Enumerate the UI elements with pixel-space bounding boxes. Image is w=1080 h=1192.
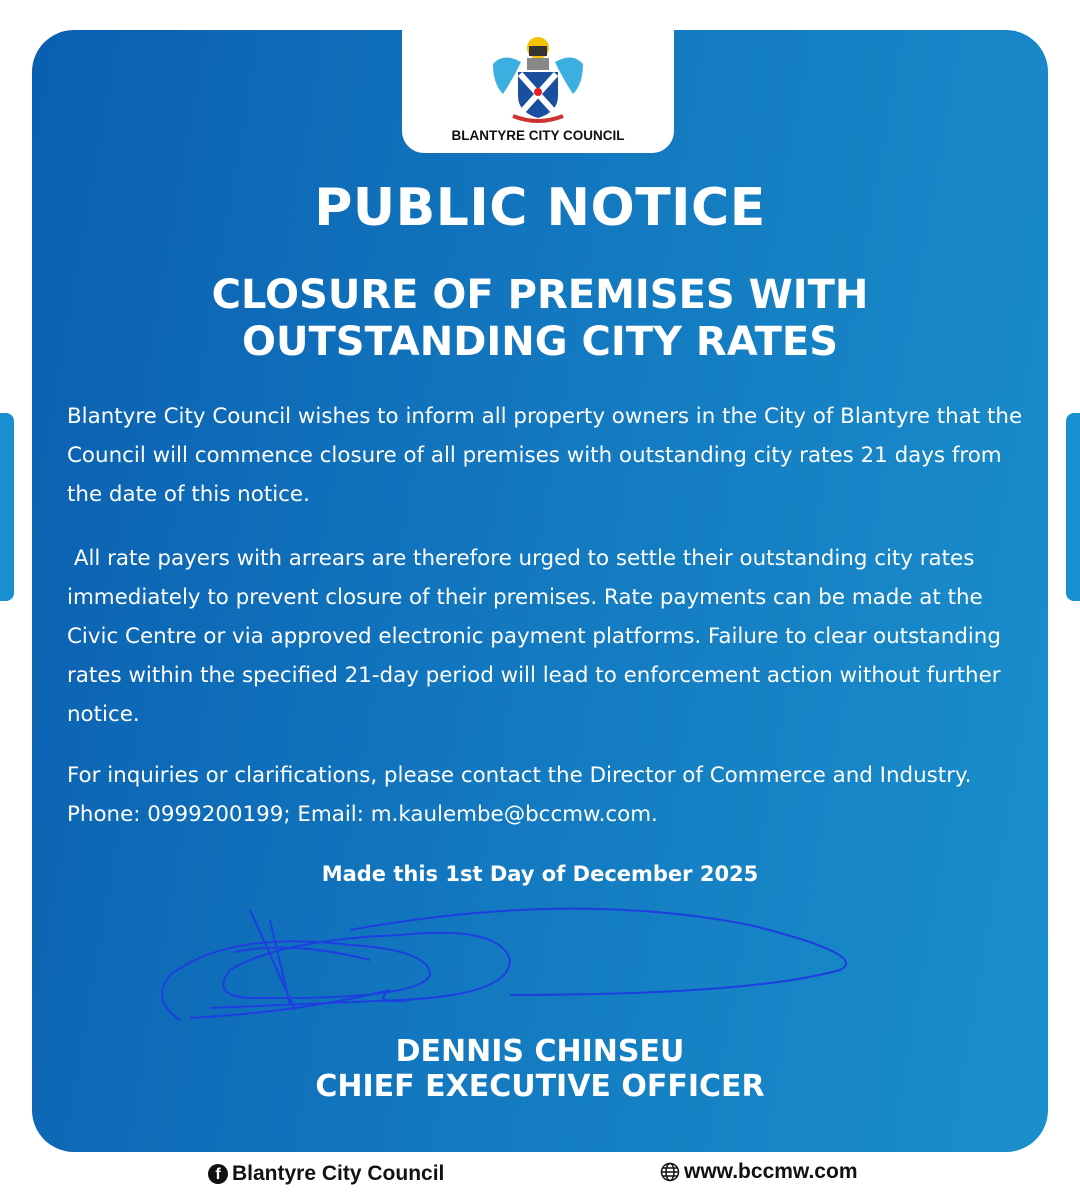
logo-tab: [402, 30, 674, 153]
subtitle-line-1: CLOSURE OF PREMISES WITH: [211, 272, 869, 318]
signer-title: CHIEF EXECUTIVE OFFICER: [315, 1069, 765, 1104]
facebook-label: Blantyre City Council: [232, 1162, 445, 1185]
left-side-tab: [0, 413, 14, 601]
coat-of-arms-logo: [483, 34, 593, 126]
website-label: www.bccmw.com: [684, 1160, 858, 1183]
footer-website[interactable]: [660, 1160, 858, 1184]
signature: [150, 900, 870, 1030]
subtitle-line-2: OUTSTANDING CITY RATES: [242, 319, 838, 365]
notice-subtitle: [32, 272, 1048, 366]
paragraph-arrears: All rate payers with arrears are therefore urged to settle their outstanding city rates immediately to prevent closure of their premises. Rate payments can be made at the Civic Centre or via approved electronic payment platforms. Failure to clear outstanding rates within the specified 21-day period will lead to enforcement action without further notice.: [67, 546, 1008, 727]
org-name: BLANTYRE CITY COUNCIL: [451, 128, 625, 143]
signer-name: DENNIS CHINSEU: [395, 1034, 685, 1069]
right-side-tab: [1066, 413, 1080, 601]
made-date: Made this 1st Day of December 2025: [321, 862, 759, 886]
facebook-icon: f: [208, 1164, 228, 1184]
paragraph-inquiries: For inquiries or clarifications, please contact the Director of Commerce and Industry. Phone: 0999200199; Email: m.kaulembe@bccmw.com.: [67, 763, 972, 827]
signer-block: [32, 1034, 1048, 1104]
footer-facebook[interactable]: [208, 1162, 444, 1186]
paragraph-intro: Blantyre City Council wishes to inform all property owners in the City of Blantyre that the Council will commence closure of all premises with outstanding city rates 21 days from the date of this notice.: [67, 404, 1023, 507]
globe-icon: [660, 1162, 680, 1182]
page-title: PUBLIC NOTICE: [314, 178, 766, 238]
